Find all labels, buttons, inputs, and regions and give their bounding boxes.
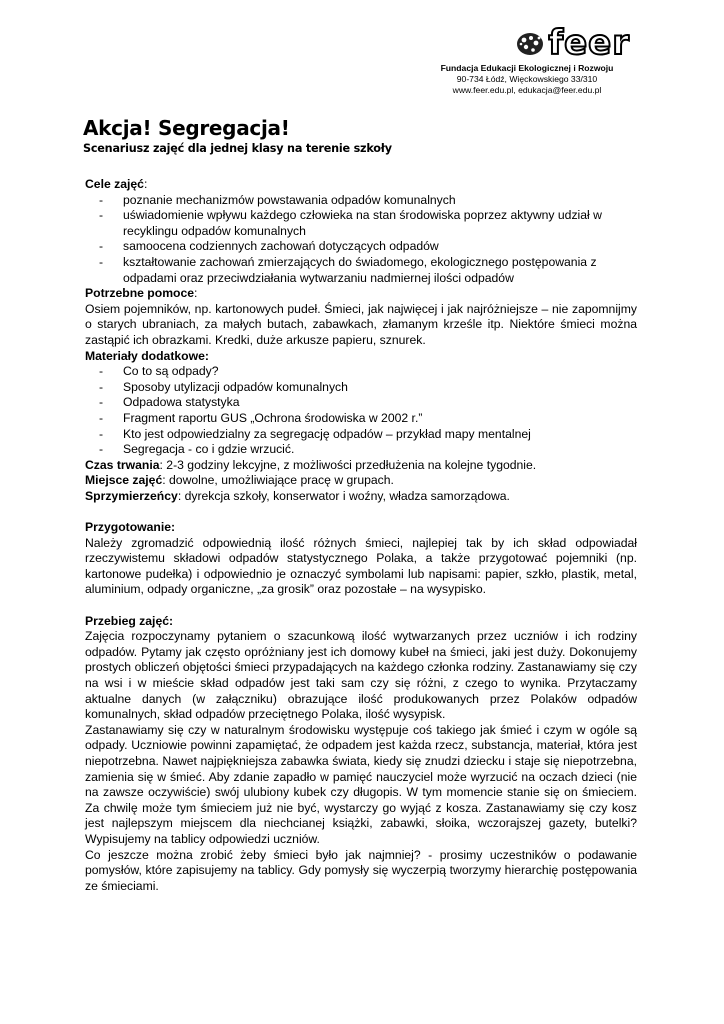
list-item: - Co to są odpady?	[85, 364, 637, 380]
materials-list	[85, 364, 637, 458]
list-item: - Sposoby utylizacji odpadów komunalnych	[85, 380, 637, 396]
ladybug-icon	[515, 30, 545, 56]
page-title: Akcja! Segregacja!	[83, 116, 290, 140]
logo-text: feer	[548, 23, 630, 63]
letterhead	[422, 23, 632, 96]
feer-logo	[422, 23, 632, 63]
materials-heading: Materiały dodatkowe:	[85, 348, 209, 363]
course-paragraph: Zajęcia rozpoczynamy pytaniem o szacunkową ilość wytwarzanych przez uczniów i ich rodziny odpadów. Pytamy jak często opróżniany jest ich domowy kubeł na śmieci, jaki jest duży. Dokonujemy prostych obliczeń objętości śmieci przypadających na każdego członka rodziny. Zastanawiamy się czy na wsi i w mieście skład odpadów jest taki sam czy się różni, z czego to wynika. Przytaczamy aktualne danych (w załączniku) obrazujące ilość produkowanych przez Polaków odpadów komunalnych, skład odpadów przeciętnego Polaka, ilość wysypisk.	[85, 629, 637, 722]
preparation-heading: Przygotowanie:	[85, 520, 176, 535]
org-address: 90-734 Łódź, Więckowskiego 33/310	[456, 74, 598, 84]
course-paragraph: Co jeszcze można zrobić żeby śmieci było jak najmniej? - prosimy uczestników o podawanie pomysłów, które zapisujemy na tablicy. Gdy pomysły się wyczerpią tworzymy hierarchię postępowania ze śmieciami.	[85, 847, 637, 893]
list-item: - samoocena codziennych zachowań dotyczących odpadów	[85, 239, 637, 255]
allies-line: Sprzymierzeńcy: dyrekcja szkoły, konserwator i woźny, władza samorządowa.	[85, 488, 510, 503]
list-item: - uświadomienie wpływu każdego człowieka na stan środowiska poprzez aktywny udział w recyklingu odpadów komunalnych	[85, 208, 637, 239]
goals-list	[85, 193, 637, 287]
aids-text: Osiem pojemników, np. kartonowych pudeł. Śmieci, jak najwięcej i jak najróżniejsze – nie zapomnijmy o starych ubraniach, za małych butach, zabawkach, złamanym krześle itp. Niektóre śmieci można zastąpić ich obrazkami. Kredki, duże arkusze papieru, sznurek.	[85, 301, 637, 347]
list-item: - Segregacja - co i gdzie wrzucić.	[85, 442, 637, 458]
course-heading: Przebieg zajęć:	[85, 613, 174, 628]
duration-line: Czas trwania: 2-3 godziny lekcyjne, z możliwości przedłużenia na kolejne tygodnie.	[85, 457, 537, 472]
document-body	[85, 177, 637, 894]
course-paragraph: Zastanawiamy się czy w naturalnym środowisku występuje coś takiego jak śmieć i czym w ogóle są odpady. Uczniowie powinni zapamiętać, że odpadem jest każda rzecz, substancja, materiał, która jest niepotrzebna. Nawet najpiękniejsza zabawka świata, kiedy się znudzi dziecku i staje się niepotrzebna, zamienia się w śmieć. Aby zdanie zapadło w pamięć nauczyciel może wyrzucić na oczach dzieci (nie na zawsze oczywiście) swój ulubiony kubek czy długopis. W tym momencie stanie się on śmieciem. Za chwilę może tym śmieciem już nie być, wystarczy go wyjąć z kosza. Zastanawiamy się czy kosz jest najlepszym miejscem dla niechcianej książki, zabawki, słoika, wczorajszej gazety, butelki? Wypisujemy na tablicy odpowiedzi uczniów.	[85, 722, 637, 846]
list-item: - poznanie mechanizmów powstawania odpadów komunalnych	[85, 193, 637, 209]
list-item: - Odpadowa statystyka	[85, 395, 637, 411]
list-item: - Kto jest odpowiedzialny za segregację odpadów – przykład mapy mentalnej	[85, 427, 637, 443]
place-line: Miejsce zajęć: dowolne, umożliwiające pracę w grupach.	[85, 473, 394, 488]
page-subtitle: Scenariusz zajęć dla jednej klasy na terenie szkoły	[83, 142, 392, 155]
list-item: - kształtowanie zachowań zmierzających do świadomego, ekologicznego postępowania z odpadami oraz przeciwdziałania wytwarzaniu nadmiernej ilości odpadów	[85, 255, 637, 286]
preparation-text: Należy zgromadzić odpowiednią ilość różnych śmieci, najlepiej tak by ich skład odpowiadał rzeczywistemu składowi odpadów statystycznego Polaka, a także przygotować pojemniki (np. kartonowe pudełka) i odpowiednio je oznaczyć symbolami lub napisami: papier, szkło, plastik, metal, aluminium, odpady organiczne, „za grosik” oraz pozostałe – na wysypisko.	[85, 535, 637, 597]
org-name: Fundacja Edukacji Ekologicznej i Rozwoju	[440, 63, 614, 73]
aids-heading: Potrzebne pomoce:	[85, 286, 198, 301]
org-contact: www.feer.edu.pl, edukacja@feer.edu.pl	[452, 85, 602, 95]
goals-heading: Cele zajęć:	[85, 177, 148, 191]
list-item: - Fragment raportu GUS „Ochrona środowiska w 2002 r.”	[85, 411, 637, 427]
